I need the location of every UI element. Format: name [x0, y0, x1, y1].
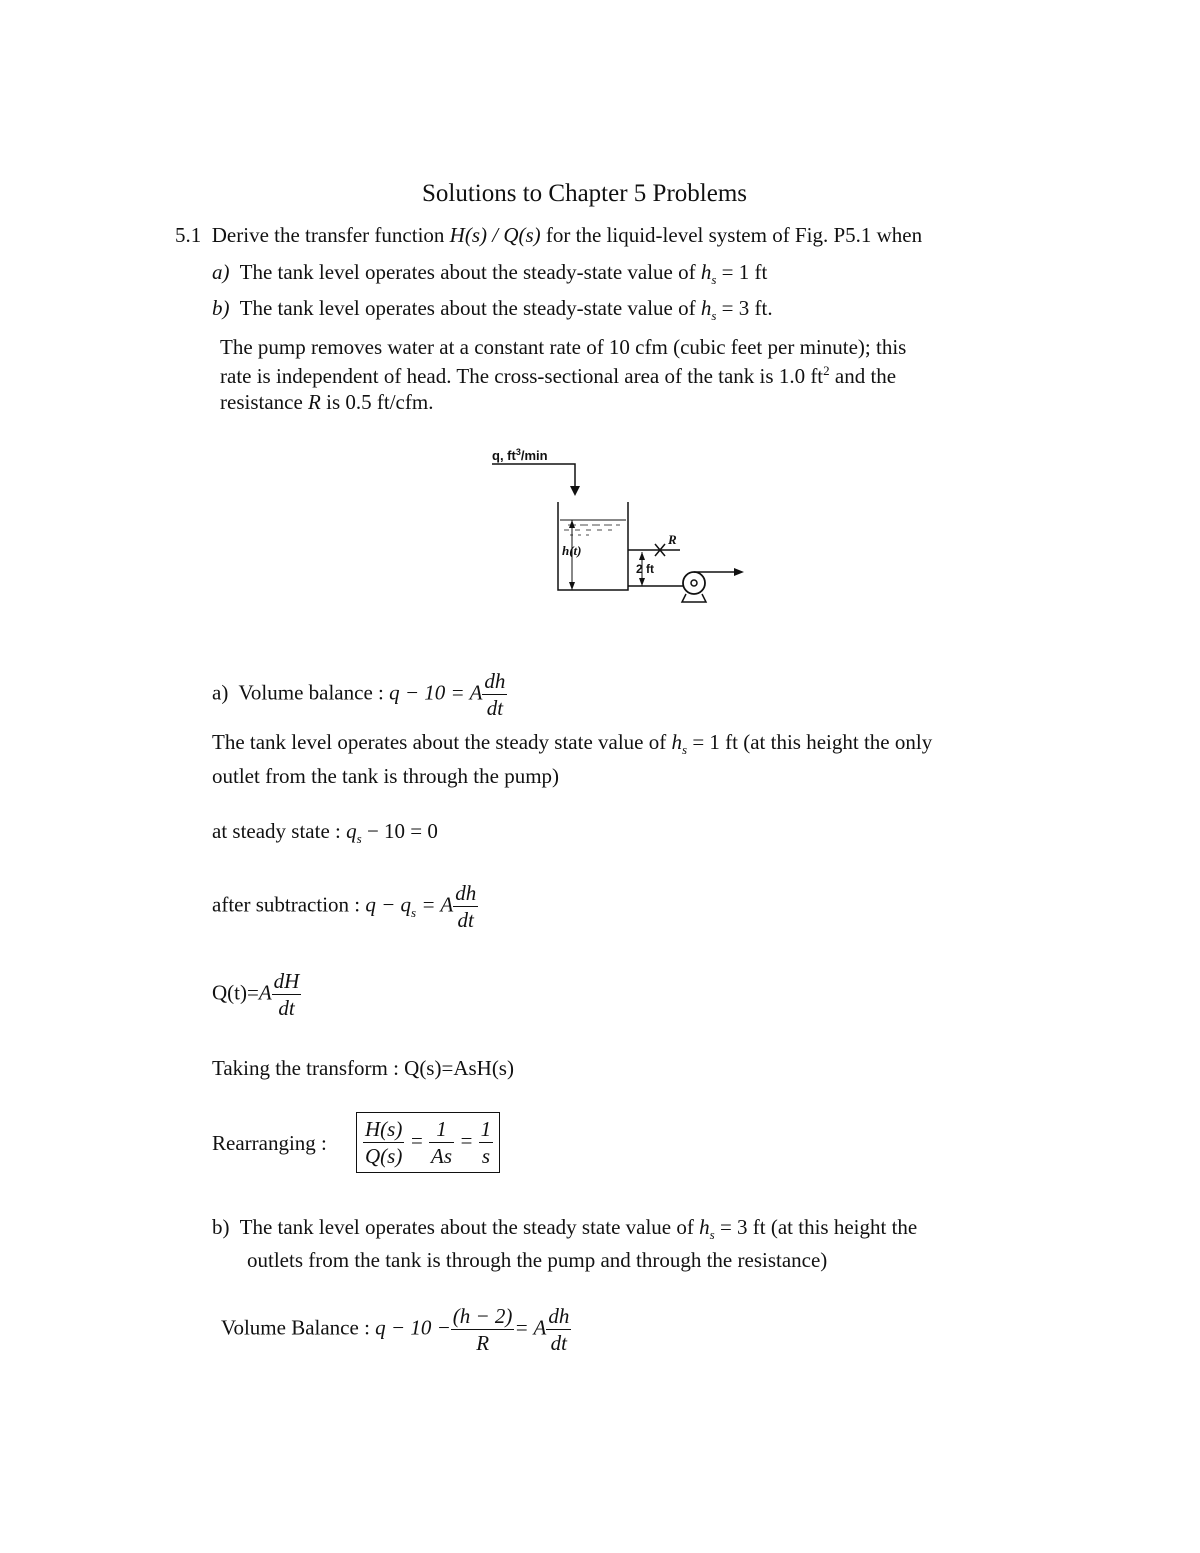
transfer-function-box	[356, 1112, 500, 1173]
para-text: resistance	[220, 390, 303, 414]
problem-paragraph-line-2	[220, 363, 896, 389]
volume-balance-label: Volume Balance :	[221, 1315, 370, 1340]
equation-label: Q(t)=	[212, 980, 259, 1005]
problem-paragraph-line-1: The pump removes water at a constant rate of 10 cfm (cubic feet per minute); this	[220, 335, 907, 359]
q-difference: q − q	[365, 892, 412, 917]
dimension-arrow	[639, 578, 645, 586]
dimension-arrow	[569, 582, 575, 590]
fraction-denominator: dt	[457, 908, 474, 933]
subtraction-equation	[212, 880, 478, 934]
problem-paragraph-line-3	[220, 390, 433, 415]
equals-sign: =	[459, 1128, 474, 1153]
volume-balance-equation: q − 10 = A	[389, 680, 483, 705]
dH-dt-fraction	[272, 968, 302, 1022]
fraction-denominator: dt	[486, 696, 504, 721]
solution-b-line-2: outlets from the tank is through the pump and through the resistance)	[247, 1248, 828, 1272]
dimension-arrow	[639, 552, 645, 560]
s-subscript: s	[711, 272, 717, 288]
dimension-arrow	[569, 520, 575, 528]
fraction-denominator: dt	[278, 996, 295, 1021]
fraction-numerator: (h − 2)	[451, 1303, 515, 1330]
item-a-value: = 1 ft	[721, 260, 768, 284]
equation-rest: − 10 = 0	[366, 819, 438, 843]
equation-label: at steady state :	[212, 819, 341, 843]
superscript: 2	[823, 363, 830, 378]
text: The tank level operates about the steady state value of	[239, 1215, 694, 1239]
problem-item-b	[212, 296, 773, 324]
equation-label: after subtraction :	[212, 892, 361, 917]
fraction-numerator: dH	[272, 968, 302, 995]
fraction-denominator: R	[476, 1331, 490, 1356]
volume-balance-a	[212, 668, 507, 722]
text: = 1 ft (at this height the only	[692, 730, 933, 754]
solution-b-line-1	[212, 1215, 917, 1243]
fraction-numerator: dh	[482, 668, 507, 695]
text: = 3 ft (at this height the	[719, 1215, 918, 1239]
fraction-numerator: dh	[546, 1303, 571, 1330]
para-text: rate is independent of head. The cross-sectional area of the tank is 1.0 ft	[220, 364, 824, 388]
s-subscript: s	[356, 831, 362, 847]
tf-numerator: H(s)	[449, 223, 487, 247]
problem-statement	[175, 223, 922, 248]
one-over-s-fraction	[479, 1116, 494, 1170]
problem-stem: Derive the transfer function	[211, 223, 445, 247]
fraction-numerator: dh	[453, 880, 478, 907]
liquid-level-figure	[480, 440, 760, 610]
fraction-denominator: s	[481, 1144, 491, 1169]
steady-state-equation	[212, 819, 438, 847]
problem-number: 5.1	[175, 223, 202, 247]
inflow-pipe	[492, 464, 575, 492]
s-subscript: s	[682, 742, 688, 758]
item-a-label: a)	[212, 260, 230, 284]
steady-state-text-line-1	[212, 730, 932, 758]
item-b-text: The tank level operates about the steady-state value of	[239, 296, 696, 320]
volume-balance-label: Volume balance :	[238, 680, 384, 705]
h-symbol: h	[671, 730, 682, 754]
h-symbol: h	[700, 260, 712, 284]
h-symbol: h	[700, 296, 712, 320]
solution-a-label: a)	[212, 680, 229, 705]
tf-separator: /	[492, 223, 499, 247]
height-label: 2 ft	[636, 562, 654, 576]
one-over-As-fraction	[429, 1116, 454, 1170]
volume-balance-equation: q − 10 −	[375, 1315, 451, 1340]
h-symbol: h	[699, 1215, 710, 1239]
item-a-text: The tank level operates about the steady-state value of	[239, 260, 696, 284]
pump-icon	[683, 572, 705, 594]
solution-b-label: b)	[212, 1215, 230, 1239]
outflow-arrow	[734, 568, 744, 576]
volume-balance-b	[221, 1303, 571, 1357]
pump-base	[682, 594, 706, 602]
dh-dt-fraction	[453, 880, 478, 934]
fraction-denominator: dt	[550, 1331, 567, 1356]
transform-line: Taking the transform : Q(s)=AsH(s)	[212, 1056, 514, 1080]
tf-denominator: Q(s)	[503, 223, 541, 247]
fraction-numerator: 1	[429, 1116, 454, 1143]
equation-rest: = A	[421, 892, 454, 917]
para-text: and the	[834, 364, 897, 388]
fraction-numerator: 1	[479, 1116, 494, 1143]
area-symbol: A	[258, 980, 272, 1005]
inflow-arrow	[570, 486, 580, 496]
para-text: is 0.5 ft/cfm.	[326, 390, 434, 414]
resistance-label: R	[668, 532, 677, 547]
resistance-symbol: R	[308, 390, 321, 414]
equation-rest: = A	[514, 1315, 547, 1340]
problem-stem-after: for the liquid-level system of Fig. P5.1 when	[545, 223, 923, 247]
steady-state-text-line-2: outlet from the tank is through the pump)	[212, 764, 560, 788]
page-title: Solutions to Chapter 5 Problems	[422, 180, 747, 207]
dh-dt-fraction	[546, 1303, 571, 1357]
s-subscript: s	[709, 1227, 715, 1243]
inflow-label: q, $ft^3/\min$	[492, 447, 548, 463]
item-b-label: b)	[212, 296, 230, 320]
item-b-value: = 3 ft.	[721, 296, 773, 320]
fraction-numerator: H(s)	[363, 1116, 404, 1143]
fraction-denominator: As	[431, 1144, 452, 1169]
dh-dt-fraction	[482, 668, 507, 722]
fraction-denominator: Q(s)	[365, 1144, 403, 1169]
text: The tank level operates about the steady state value of	[212, 730, 667, 754]
s-subscript: s	[411, 904, 417, 920]
s-subscript: s	[711, 308, 717, 324]
qt-equation	[212, 968, 301, 1022]
rearranging-label: Rearranging :	[212, 1131, 327, 1155]
equals-sign: =	[409, 1128, 424, 1153]
tf-fraction	[363, 1116, 404, 1170]
h-minus-2-over-R-fraction	[451, 1303, 515, 1357]
level-label: h(t)	[562, 543, 582, 558]
problem-item-a	[212, 260, 767, 288]
q-symbol: q	[346, 819, 357, 843]
